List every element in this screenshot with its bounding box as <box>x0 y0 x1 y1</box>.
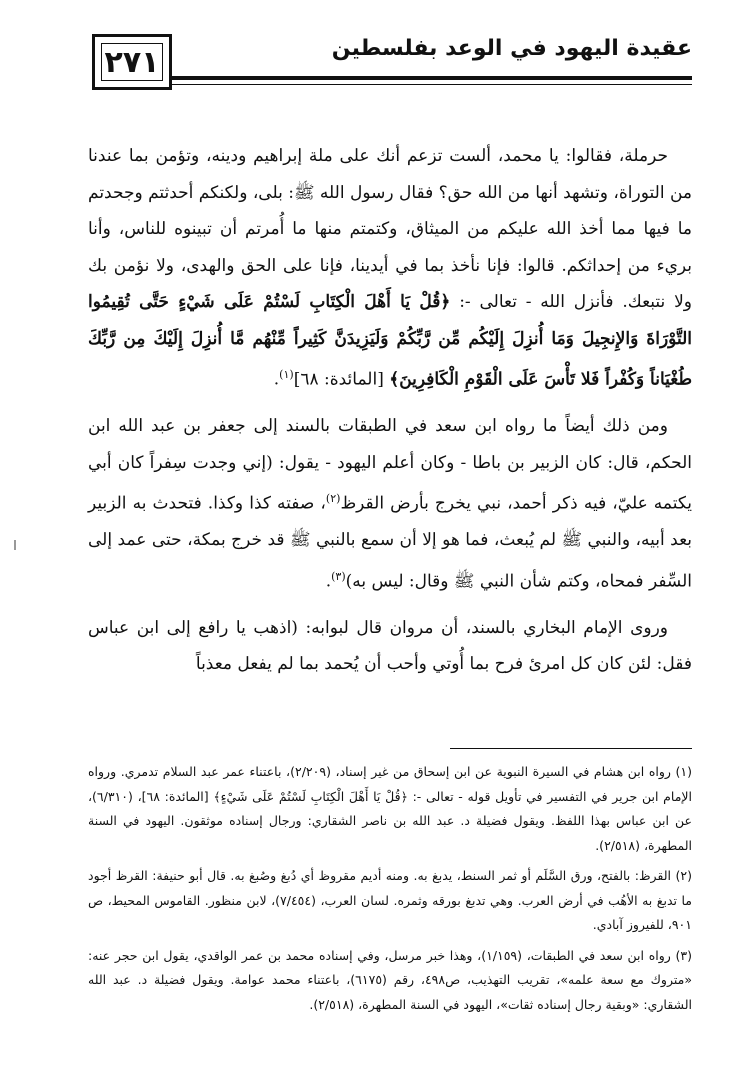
paragraph-2-text-b: ، صفته كذا وكذا. فتحدث به الزبير بعد أبيه، والنبي ﷺ لم يُبعث، فما هو إلا أن سمع بالنبي ﷺ قد خرج بمكة، حتى عمد إلى السِّفر فمحاه، وكتم شأن النبي ﷺ وقال: ليس به) <box>88 493 692 592</box>
header-rule-thick <box>172 76 692 80</box>
paragraph-1-end: . <box>273 369 280 390</box>
paragraph-1 <box>88 138 692 398</box>
footnote-ref-3[interactable]: (٣) <box>331 569 346 583</box>
page-number: ٢٧١ <box>104 44 160 80</box>
footnote-3: (٣) رواه ابن سعد في الطبقات، (١/١٥٩)، وهذا خبر مرسل، وفي إسناده محمد بن عمر الواقدي، يقول ابن حجر عنه: «متروك مع سعة علمه»، تقريب التهذيب، ص٤٩٨، رقم (٦١٧٥)، باعتناء محمد عوامة. ويقول فضيلة د. عبد الله الشقاري: «وبقية رجال إسناده ثقات»، اليهود في السنة المطهرة، (٢/٥١٨). <box>88 947 692 1012</box>
quran-verse: ﴿قُلْ يَا أَهْلَ الْكِتَابِ لَسْتُمْ عَلَى شَيْءٍ حَتَّى تُقِيمُوا التَّوْرَاةَ وَالإِنجِيلَ وَمَا أُنزِلَ إِلَيْكُم مِّن رَّبِّكُمْ وَلَيَزِيدَنَّ كَثِيراً مِّنْهُم مَّا أُنزِلَ إِلَيْكَ مِن رَّبِّكَ طُغْيَاناً وَكُفْراً فَلا تَأْسَ عَلَى الْقَوْمِ الْكَافِرِينَ﴾ <box>88 292 692 390</box>
margin-mark <box>14 540 16 550</box>
running-title: عقيدة اليهود في الوعد بفلسطين <box>331 36 692 61</box>
footnote-1: (١) رواه ابن هشام في السيرة النبوية عن ابن إسحاق من غير إسناد، (٢/٢٠٩)، باعتناء عمر عبد السلام تدمري. ورواه الإمام ابن جرير في التفسير في تأويل قوله - تعالى -: ﴿قُلْ يَا أَهْلَ الْكِتَابِ لَسْتُمْ عَلَى شَيْءٍ﴾ [المائدة: ٦٨]، (٦/٣١٠)، عن ابن عباس بهذا اللفظ. ويقول فضيلة د. عبد الله بن ناصر الشقاري: ورجال إسناده موثقون. اليهود في السنة المطهرة، (٢/٥١٨). <box>88 764 692 853</box>
page-header <box>92 34 692 94</box>
paragraph-3: وروى الإمام البخاري بالسند، أن مروان قال لبوابه: (اذهب يا رافع إلى ابن عباس فقل: لئن كان كل امرئ فرح بما أُوتي وأحب أن يُحمد بما لم يفعل معذباً <box>88 617 692 675</box>
page-number-box <box>92 34 172 90</box>
paragraph-1-text: حرملة، فقالوا: يا محمد، ألست تزعم أنك على ملة إبراهيم ودينه، وتؤمن بما عندنا من التوراة، وتشهد أنها من الله حق؟ فقال رسول الله ﷺ: بلى، ولكنكم أحدثتم وجحدتم ما فيها مما أخذ الله عليكم من الميثاق، وكتمتم منها ما أُمرتم أن تبينوه للناس، وأنا بريء من إحداثكم. قالوا: فإنا نأخذ بما في أيدينا، فإنا على الحق والهدى، ولا نؤمن بك ولا نتبعك. فأنزل الله - تعالى -: <box>88 146 692 312</box>
main-text <box>88 138 692 693</box>
footnote-2: (٢) القرظ: بالفتح، ورق السَّلَم أو ثمر السنط، يدبغ به. ومنه أديم مقروظ أي دُبغ وصُبغ به. قال أبو حنيفة: القرظ أجود ما تدبغ به الأهُب في أرض العرب. وهي تدبغ بورقه وثمره. لسان العرب، (٧/٤٥٤)، لابن منظور. القاموس المحيط، ص ٩٠١، للفيروز آبادي. <box>88 868 693 932</box>
paragraph-2 <box>88 408 692 600</box>
footnote-ref-1[interactable]: (١) <box>279 368 294 381</box>
footnote-ref-2[interactable]: (٢) <box>325 492 341 506</box>
paragraph-2-end: . <box>325 571 332 592</box>
header-rule-thin <box>172 84 692 85</box>
verse-reference: [المائدة: ٦٨] <box>293 369 390 390</box>
paragraph-2-text-a: ومن ذلك أيضاً ما رواه ابن سعد في الطبقات بالسند إلى جعفر بن عبد الله ابن الحكم، قال: كان الزبير بن باطا - وكان أعلم اليهود - يقول: (إني وجدت سِفراً كان أبي يكتمه عليّ، فيه ذكر أحمد، نبي يخرج بأرض القرظ <box>88 416 693 514</box>
footnote-separator <box>450 748 692 749</box>
footnotes <box>88 760 692 1023</box>
